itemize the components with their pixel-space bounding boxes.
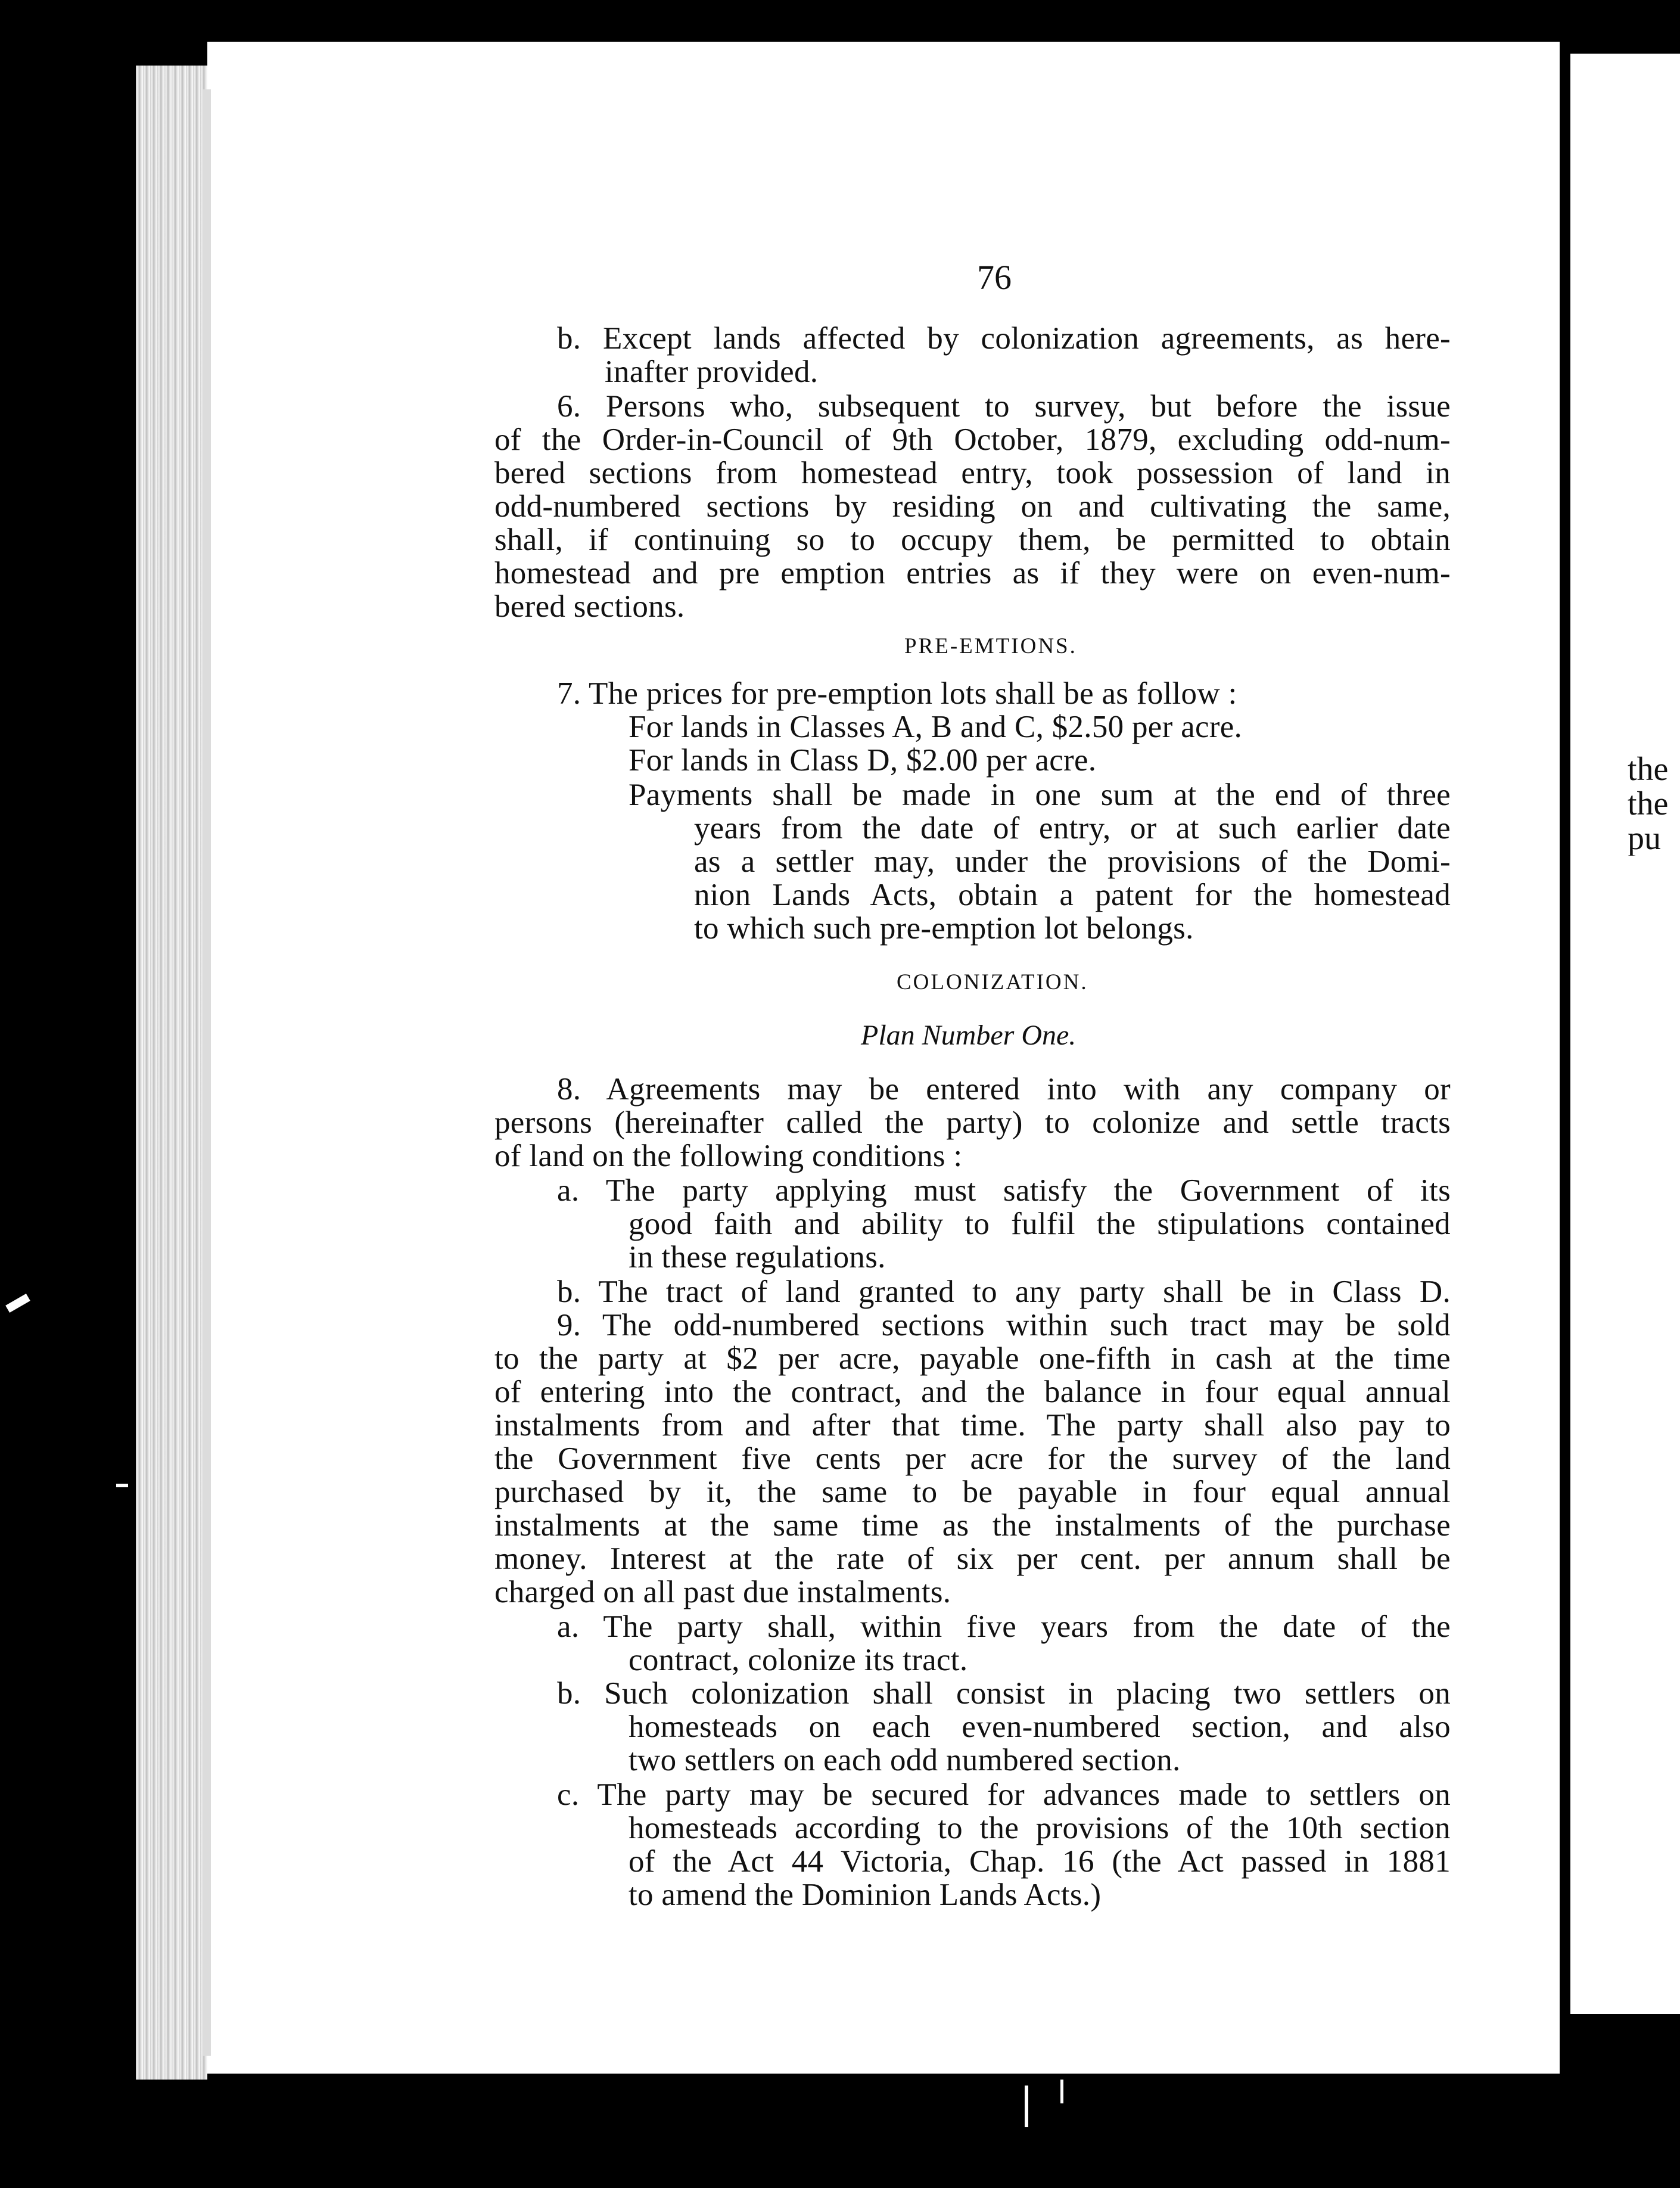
- text-line: b. Except lands affected by colonization agreements, as here-: [557, 321, 1451, 356]
- text-line: in these regulations.: [629, 1240, 886, 1275]
- scan-speck: [1060, 2080, 1063, 2103]
- text-line: instalments at the same time as the instalments of the purchase: [494, 1508, 1451, 1543]
- text-line: to amend the Dominion Lands Acts.): [629, 1878, 1102, 1912]
- text-line: charged on all past due instalments.: [494, 1575, 951, 1609]
- text-line: the Government five cents per acre for the survey of the land: [494, 1441, 1451, 1476]
- text-line: money. Interest at the rate of six per cent. per annum shall be: [494, 1541, 1451, 1576]
- text-line: Payments shall be made in one sum at the end of three: [629, 778, 1451, 812]
- text-line: of the Order-in-Council of 9th October, 1879, excluding odd-num-: [494, 422, 1451, 457]
- text-line: bered sections.: [494, 589, 685, 624]
- text-line: to which such pre-emption lot belongs.: [694, 911, 1194, 946]
- scan-speck: [5, 1294, 30, 1313]
- text-line: persons (hereinafter called the party) to colonize and settle tracts: [494, 1105, 1451, 1140]
- scan-speck: [1025, 2086, 1028, 2127]
- text-line: nion Lands Acts, obtain a patent for the homestead: [694, 878, 1451, 912]
- text-line: inafter provided.: [605, 355, 819, 389]
- book-spine-edge: [136, 66, 207, 2080]
- text-line: For lands in Class D, $2.00 per acre.: [629, 743, 1097, 778]
- facing-page-fragment: the: [1628, 752, 1669, 788]
- facing-page-edge: [1570, 54, 1680, 2014]
- text-line: a. The party shall, within five years from the date of the: [557, 1609, 1451, 1644]
- text-line: purchased by it, the same to be payable in four equal annual: [494, 1475, 1451, 1509]
- page-gutter: [203, 89, 211, 2056]
- facing-page-fragment: the: [1628, 785, 1669, 822]
- text-line: of the Act 44 Victoria, Chap. 16 (the Act passed in 1881: [629, 1844, 1451, 1879]
- text-line: For lands in Classes A, B and C, $2.50 per acre.: [629, 710, 1243, 744]
- facing-page-text: [1628, 752, 1680, 856]
- text-line: to the party at $2 per acre, payable one-fifth in cash at the time: [494, 1341, 1451, 1376]
- text-line: 8. Agreements may be entered into with any company or: [557, 1072, 1451, 1107]
- text-line: of entering into the contract, and the balance in four equal annual: [494, 1375, 1451, 1409]
- section-heading: PRE-EMTIONS.: [904, 634, 1077, 658]
- section-subheading: Plan Number One.: [861, 1020, 1077, 1051]
- text-line: years from the date of entry, or at such earlier date: [694, 811, 1451, 846]
- text-line: homestead and pre emption entries as if they were on even-num-: [494, 556, 1451, 590]
- text-line: a. The party applying must satisfy the Government of its: [557, 1173, 1451, 1208]
- text-line: b. The tract of land granted to any party shall be in Class D.: [557, 1275, 1451, 1309]
- text-line: as a settler may, under the provisions of the Domi-: [694, 844, 1451, 879]
- text-line: two settlers on each odd numbered section.: [629, 1743, 1181, 1777]
- text-line: homesteads on each even-numbered section, and also: [629, 1710, 1451, 1744]
- facing-page-fragment: pu: [1628, 820, 1661, 856]
- text-line: good faith and ability to fulfil the stipulations contained: [629, 1207, 1451, 1241]
- page-number: 76: [977, 258, 1012, 297]
- text-line: b. Such colonization shall consist in placing two settlers on: [557, 1676, 1451, 1711]
- text-line: bered sections from homestead entry, took possession of land in: [494, 456, 1451, 490]
- text-line: contract, colonize its tract.: [629, 1643, 968, 1677]
- text-line: of land on the following conditions :: [494, 1139, 963, 1173]
- text-line: c. The party may be secured for advances made to settlers on: [557, 1777, 1451, 1812]
- section-heading: COLONIZATION.: [897, 970, 1088, 994]
- text-line: 9. The odd-numbered sections within such tract may be sold: [557, 1308, 1451, 1342]
- text-line: instalments from and after that time. The party shall also pay to: [494, 1408, 1451, 1443]
- text-line: homesteads according to the provisions of the 10th section: [629, 1811, 1451, 1845]
- text-line: 7. The prices for pre-emption lots shall be as follow :: [557, 676, 1237, 711]
- scan-speck: [116, 1484, 128, 1487]
- text-line: 6. Persons who, subsequent to survey, but before the issue: [557, 389, 1451, 424]
- text-line: odd-numbered sections by residing on and cultivating the same,: [494, 489, 1451, 524]
- text-line: shall, if continuing so to occupy them, be permitted to obtain: [494, 523, 1451, 557]
